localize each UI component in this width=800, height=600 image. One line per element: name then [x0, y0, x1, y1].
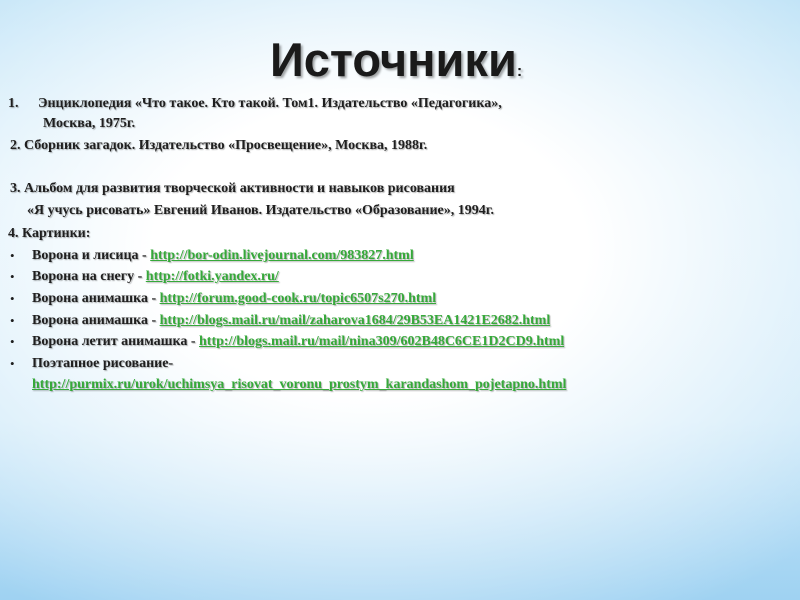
image-link[interactable]: http://bor-odin.livejournal.com/983827.html [150, 248, 414, 263]
image-link[interactable]: http://forum.good-cook.ru/topic6507s270.html [159, 291, 437, 306]
slide-title [270, 30, 570, 102]
source-3-line-1: 3. Альбом для развития творческой активности и навыков рисования [10, 181, 455, 196]
bullet-icon: • [10, 291, 15, 306]
bullet-icon: • [10, 334, 15, 349]
list-item [32, 333, 564, 351]
list-item [32, 290, 436, 308]
bullet-icon: • [10, 356, 15, 371]
bullet-icon: • [10, 313, 15, 328]
list-item [32, 312, 550, 330]
source-1-line-2: Москва, 1975г. [43, 116, 136, 131]
image-label: Поэтапное рисование- [32, 356, 174, 371]
list-item [32, 268, 279, 286]
title-text: Источники [270, 33, 517, 86]
list-item [32, 355, 173, 373]
image-link[interactable]: http://fotki.yandex.ru/ [145, 269, 279, 284]
image-link[interactable]: http://blogs.mail.ru/mail/zaharova1684/29B53EA1421E2682.html [159, 313, 551, 328]
image-link[interactable]: http://purmix.ru/urok/uchimsya_risovat_voronu_prostym_karandashom_pojetapno.html [32, 377, 567, 392]
source-1-number: 1. [8, 96, 19, 111]
list-item [32, 247, 414, 265]
bullet-icon: • [10, 248, 15, 263]
source-2: 2. Сборник загадок. Издательство «Просвещение», Москва, 1988г. [10, 138, 428, 153]
image-label: Ворона и лисица - [32, 248, 151, 263]
image-label: Ворона анимашка - [32, 313, 160, 328]
bullet-icon: • [10, 269, 15, 284]
image-label: Ворона летит анимашка - [32, 334, 199, 349]
source-3-line-2: «Я учусь рисовать» Евгений Иванов. Издательство «Образование», 1994г. [27, 203, 495, 218]
image-label: Ворона анимашка - [32, 291, 160, 306]
image-link[interactable]: http://blogs.mail.ru/mail/nina309/602B48C6CE1D2CD9.html [199, 334, 565, 349]
source-1-line-1: Энциклопедия «Что такое. Кто такой. Том1. Издательство «Педагогика», [38, 96, 502, 111]
title-colon: : [516, 63, 523, 80]
image-label: Ворона на снегу - [32, 269, 146, 284]
source-4-heading: 4. Картинки: [8, 226, 91, 241]
